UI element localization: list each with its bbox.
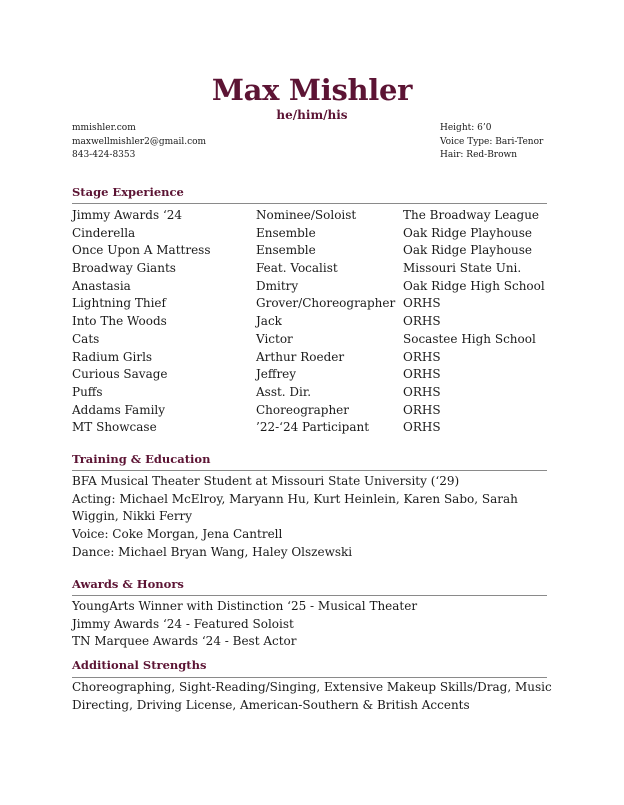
credit-show: Into The Woods xyxy=(72,314,167,329)
credit-show: Curious Savage xyxy=(72,367,168,382)
credit-show: MT Showcase xyxy=(72,420,157,435)
credit-row xyxy=(72,349,552,367)
pronouns: he/him/his xyxy=(276,108,348,122)
strengths-text: Choreographing, Sight-Reading/Singing, Extensive Makeup Skills/Drag, Music Directing, Driving License, American-Southern & British Accents xyxy=(72,680,552,712)
credit-role: Asst. Dir. xyxy=(256,384,312,399)
physical-stats xyxy=(440,122,543,163)
hair: Hair: Red-Brown xyxy=(440,150,518,160)
credit-show: Radium Girls xyxy=(72,349,153,364)
award-line: TN Marquee Awards ‘24 - Best Actor xyxy=(72,634,297,649)
credit-venue: Oak Ridge Playhouse xyxy=(403,243,533,258)
section-divider xyxy=(72,595,547,596)
credit-role: Arthur Roeder xyxy=(256,349,345,364)
credit-role: Ensemble xyxy=(256,225,316,240)
section-title-strengths: Additional Strengths xyxy=(72,658,207,672)
credit-row xyxy=(72,313,552,331)
credit-show: Cinderella xyxy=(72,225,136,240)
credit-show: Once Upon A Mattress xyxy=(72,243,211,258)
contact-info xyxy=(72,122,206,163)
section-title-awards: Awards & Honors xyxy=(72,577,184,591)
credit-show: Lightning Thief xyxy=(72,296,166,311)
credit-venue: ORHS xyxy=(403,384,441,399)
credit-row xyxy=(72,366,552,384)
resume-name: Max Mishler xyxy=(211,73,413,107)
credit-row xyxy=(72,402,552,420)
credit-role: Choreographer xyxy=(256,402,350,417)
credit-row xyxy=(72,295,552,313)
website: mmishler.com xyxy=(72,123,136,133)
credit-role: Jack xyxy=(256,314,282,329)
credit-venue: ORHS xyxy=(403,314,441,329)
award-line: YoungArts Winner with Distinction ‘25 - Musical Theater xyxy=(72,599,418,613)
credit-row xyxy=(72,384,552,402)
credit-show: Addams Family xyxy=(72,402,166,417)
voice-type: Voice Type: Bari-Tenor xyxy=(440,136,544,147)
credit-show: Jimmy Awards ‘24 xyxy=(72,208,183,222)
credit-show: Puffs xyxy=(72,384,103,399)
credit-row xyxy=(72,419,552,437)
credit-row xyxy=(72,207,552,225)
credit-venue: Oak Ridge High School xyxy=(403,278,545,293)
credit-venue: ORHS xyxy=(403,420,441,435)
credit-venue: ORHS xyxy=(403,296,441,311)
credit-row xyxy=(72,278,552,296)
credit-venue: The Broadway League xyxy=(403,208,540,222)
credit-role: Nominee/Soloist xyxy=(256,208,357,222)
credit-role: Dmitry xyxy=(256,278,299,293)
credit-venue: ORHS xyxy=(403,402,441,417)
section-title-training: Training & Education xyxy=(72,452,211,466)
training-line: Acting: Michael McElroy, Maryann Hu, Kurt Heinlein, Karen Sabo, Sarah Wiggin, Nikki Ferry xyxy=(72,491,518,524)
credit-venue: ORHS xyxy=(403,367,441,382)
training-list xyxy=(72,473,552,562)
credit-show: Anastasia xyxy=(72,278,131,293)
credits-table xyxy=(72,207,552,437)
email: maxwellmishler2@gmail.com xyxy=(72,136,207,147)
credit-role: Victor xyxy=(256,331,293,346)
credit-venue: Oak Ridge Playhouse xyxy=(403,225,533,240)
training-line: BFA Musical Theater Student at Missouri State University (‘29) xyxy=(72,474,460,488)
section-divider xyxy=(72,203,547,204)
credit-role: ’22-‘24 Participant xyxy=(256,420,370,435)
training-line: Voice: Coke Morgan, Jena Cantrell xyxy=(72,527,283,542)
credit-venue: Missouri State Uni. xyxy=(403,261,522,276)
credit-role: Ensemble xyxy=(256,243,316,258)
credit-row xyxy=(72,242,552,260)
credit-role: Jeffrey xyxy=(256,367,297,382)
section-title-stage-experience: Stage Experience xyxy=(72,185,184,199)
credit-row xyxy=(72,260,552,278)
credit-row xyxy=(72,225,552,243)
credit-show: Cats xyxy=(72,331,100,346)
credit-role: Grover/Choreographer xyxy=(256,296,396,311)
awards-list xyxy=(72,598,552,651)
training-line: Dance: Michael Bryan Wang, Haley Olszewski xyxy=(72,544,353,559)
section-divider xyxy=(72,470,547,471)
phone: 843-424-8353 xyxy=(72,150,136,160)
award-line: Jimmy Awards ‘24 - Featured Soloist xyxy=(72,616,294,631)
section-divider xyxy=(72,677,547,678)
credit-venue: ORHS xyxy=(403,349,441,364)
credit-row xyxy=(72,331,552,349)
credit-role: Feat. Vocalist xyxy=(256,261,338,276)
credit-venue: Socastee High School xyxy=(403,331,536,346)
height: Height: 6’0 xyxy=(440,123,492,133)
credit-show: Broadway Giants xyxy=(72,261,176,276)
